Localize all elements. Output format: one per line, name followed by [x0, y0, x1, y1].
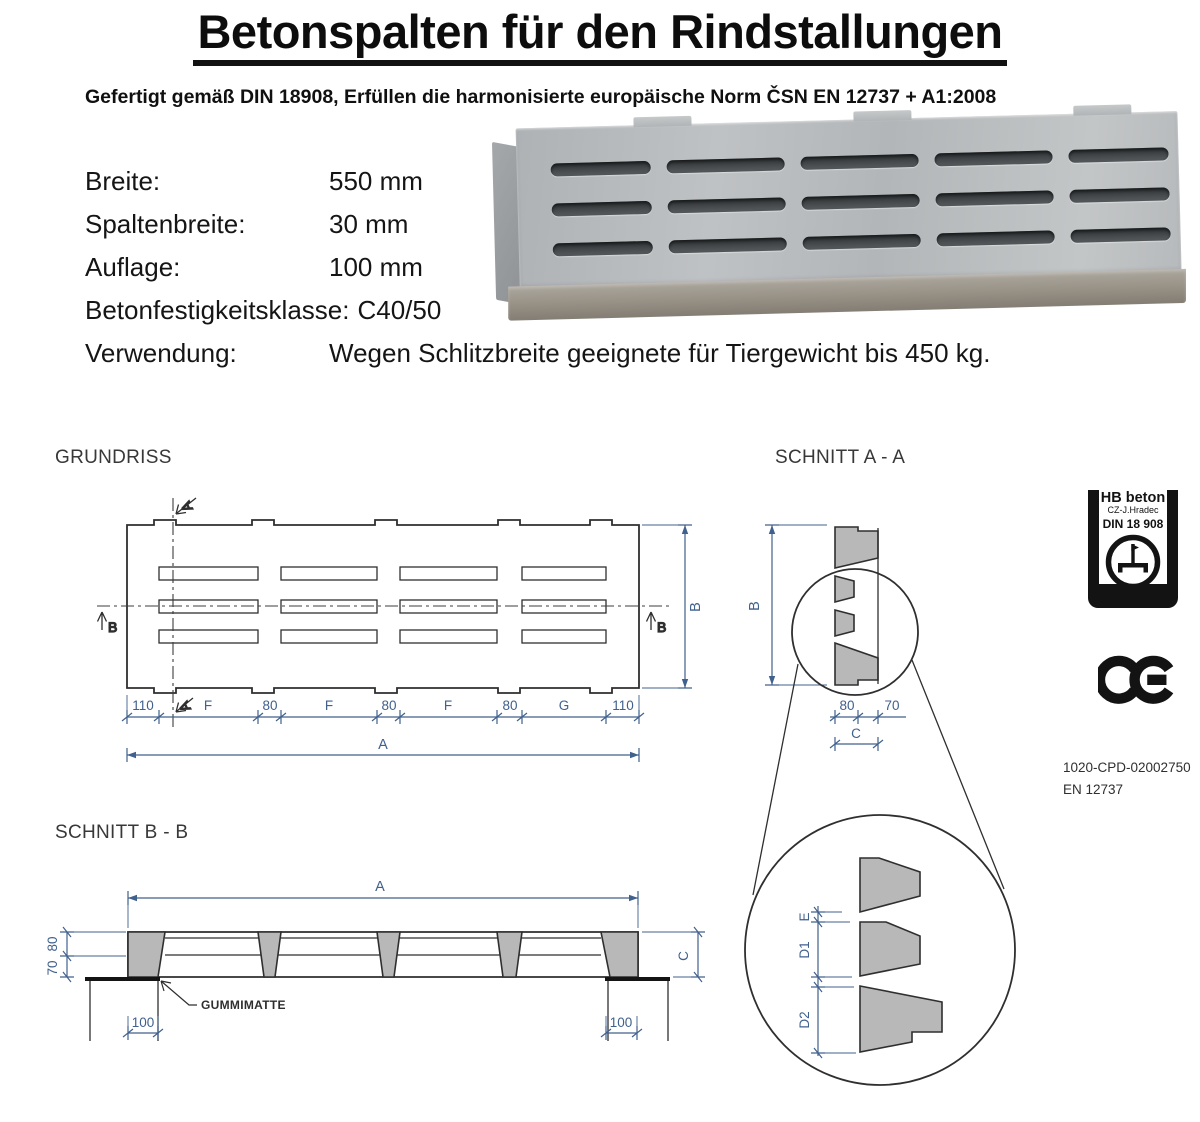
dim-label: A: [378, 737, 388, 753]
plan-dimension-chain: [122, 695, 644, 724]
dim-label: 80: [839, 698, 855, 713]
dim-label: 80: [381, 698, 397, 713]
photo-top-face: [516, 111, 1182, 288]
logo-brand-sub: CZ-J.Hradec: [1107, 505, 1159, 515]
dim-label: 100: [131, 1015, 155, 1030]
photo-slot: [937, 230, 1055, 246]
detail-dimensions: [797, 906, 856, 1058]
dim-label: F: [324, 698, 334, 713]
spec-value: 100 mm: [329, 252, 423, 282]
dim-label: 100: [609, 1015, 633, 1030]
photo-slot: [1068, 147, 1168, 163]
spec-value: 30 mm: [329, 209, 409, 239]
spec-label: Breite:: [85, 166, 161, 196]
dim-label: F: [443, 698, 453, 713]
drawing-title-grundriss: GRUNDRISS: [55, 447, 172, 468]
ce-mark-icon: [1098, 646, 1178, 712]
grundriss-drawing: [55, 447, 704, 762]
photo-slot: [1070, 227, 1170, 243]
photo-slot: [668, 197, 786, 213]
dim-label: B: [688, 602, 704, 612]
dim-label: G: [558, 698, 570, 713]
header: [0, 4, 1200, 66]
photo-slot: [803, 234, 921, 250]
dim-label: C: [676, 951, 691, 961]
dim-label: 70: [884, 698, 900, 713]
section-b-slab: [128, 932, 638, 977]
section-b-height-dimensions: [45, 927, 126, 982]
dim-label: 80: [45, 936, 60, 952]
photo-slot: [800, 154, 918, 170]
spec-label: Verwendung:: [85, 338, 237, 368]
photo-slot: [667, 157, 785, 173]
dim-label: D1: [797, 941, 812, 959]
section-marker-b-right: [647, 612, 667, 635]
bearing-dimension-right: [601, 1015, 642, 1040]
photo-slot-grid: [551, 147, 1171, 256]
section-b-supports: [85, 979, 670, 1041]
schnitt-b-drawing: [45, 822, 705, 1041]
dim-label: A: [375, 879, 385, 895]
page-subtitle: Gefertigt gemäß DIN 18908, Erfüllen die harmonisierte europäische Norm ČSN EN 12737 + A1:2008: [85, 86, 997, 108]
svg-text:B: B: [108, 619, 118, 635]
spec-label: Betonfestigkeitsklasse:: [85, 295, 350, 325]
logo-din-number: DIN 18 908: [1102, 517, 1164, 531]
certification-text: [1063, 757, 1191, 800]
photo-notch-tab: [633, 116, 691, 128]
section-b-overall-dimension: [128, 879, 638, 928]
svg-text:A: A: [175, 699, 194, 715]
product-photo: [489, 105, 1186, 325]
dim-label: 80: [262, 698, 278, 713]
spec-value: C40/50: [357, 295, 442, 325]
spec-value: 550 mm: [329, 166, 423, 196]
drawing-title-schnitt-a: SCHNITT A - A: [775, 447, 906, 468]
photo-notch-tab: [853, 110, 911, 122]
photo-slot: [551, 161, 651, 177]
photo-slot: [669, 237, 787, 253]
spec-label: Auflage:: [85, 252, 181, 282]
spec-label: Spaltenbreite:: [85, 209, 246, 239]
dim-label: 80: [502, 698, 518, 713]
norm-reference: EN 12737: [1063, 781, 1124, 797]
page-title: Betonspalten für den Rindstallungen: [193, 4, 1006, 66]
section-marker-b-left: [98, 612, 118, 635]
slat-symbol-icon: [1118, 544, 1148, 573]
spec-row: [85, 332, 990, 375]
dim-label: C: [851, 726, 861, 741]
spec-value: Wegen Schlitzbreite geeignete für Tiergewicht bis 450 kg.: [329, 338, 991, 368]
dim-label: 70: [45, 960, 60, 976]
photo-slot: [934, 150, 1052, 166]
logo-brand: HB beton: [1100, 490, 1166, 506]
dim-label: B: [747, 601, 763, 611]
schnitt-a-drawing: [747, 447, 1004, 895]
section-a-height-dimension: [747, 525, 827, 685]
plan-overall-dimension: [127, 737, 639, 762]
photo-slot: [1069, 187, 1169, 203]
certificate-number: 1020-CPD-02002750: [1063, 760, 1191, 775]
section-marker-a-bottom: [175, 698, 194, 714]
detail-circle-drawing: [745, 815, 1015, 1085]
hb-beton-logo: [1085, 480, 1181, 622]
photo-slot: [552, 201, 652, 217]
drawing-title-schnitt-b: SCHNITT B - B: [55, 822, 189, 843]
technical-drawings: [30, 440, 1070, 1115]
bearing-dimension-left: [123, 1015, 163, 1040]
svg-text:A: A: [177, 499, 196, 515]
dim-label: 110: [612, 698, 634, 713]
detail-teeth: [860, 858, 942, 1052]
dim-label: E: [797, 912, 812, 922]
rubber-mat-callout: [161, 981, 286, 1012]
photo-slot: [935, 190, 1053, 206]
rubber-mat-label: GUMMIMATTE: [201, 998, 286, 1012]
photo-notch-tab: [1073, 104, 1131, 116]
dim-label: 110: [132, 698, 154, 713]
dim-label: D2: [797, 1011, 812, 1029]
photo-slot: [802, 194, 920, 210]
section-a-profile: [835, 527, 878, 685]
section-a-bottom-dimensions: [830, 698, 906, 751]
photo-slot: [553, 241, 653, 257]
section-b-thickness-dimension: [642, 927, 705, 982]
svg-text:B: B: [657, 619, 667, 635]
section-marker-a-top: [176, 498, 196, 514]
dim-label: F: [203, 698, 213, 713]
